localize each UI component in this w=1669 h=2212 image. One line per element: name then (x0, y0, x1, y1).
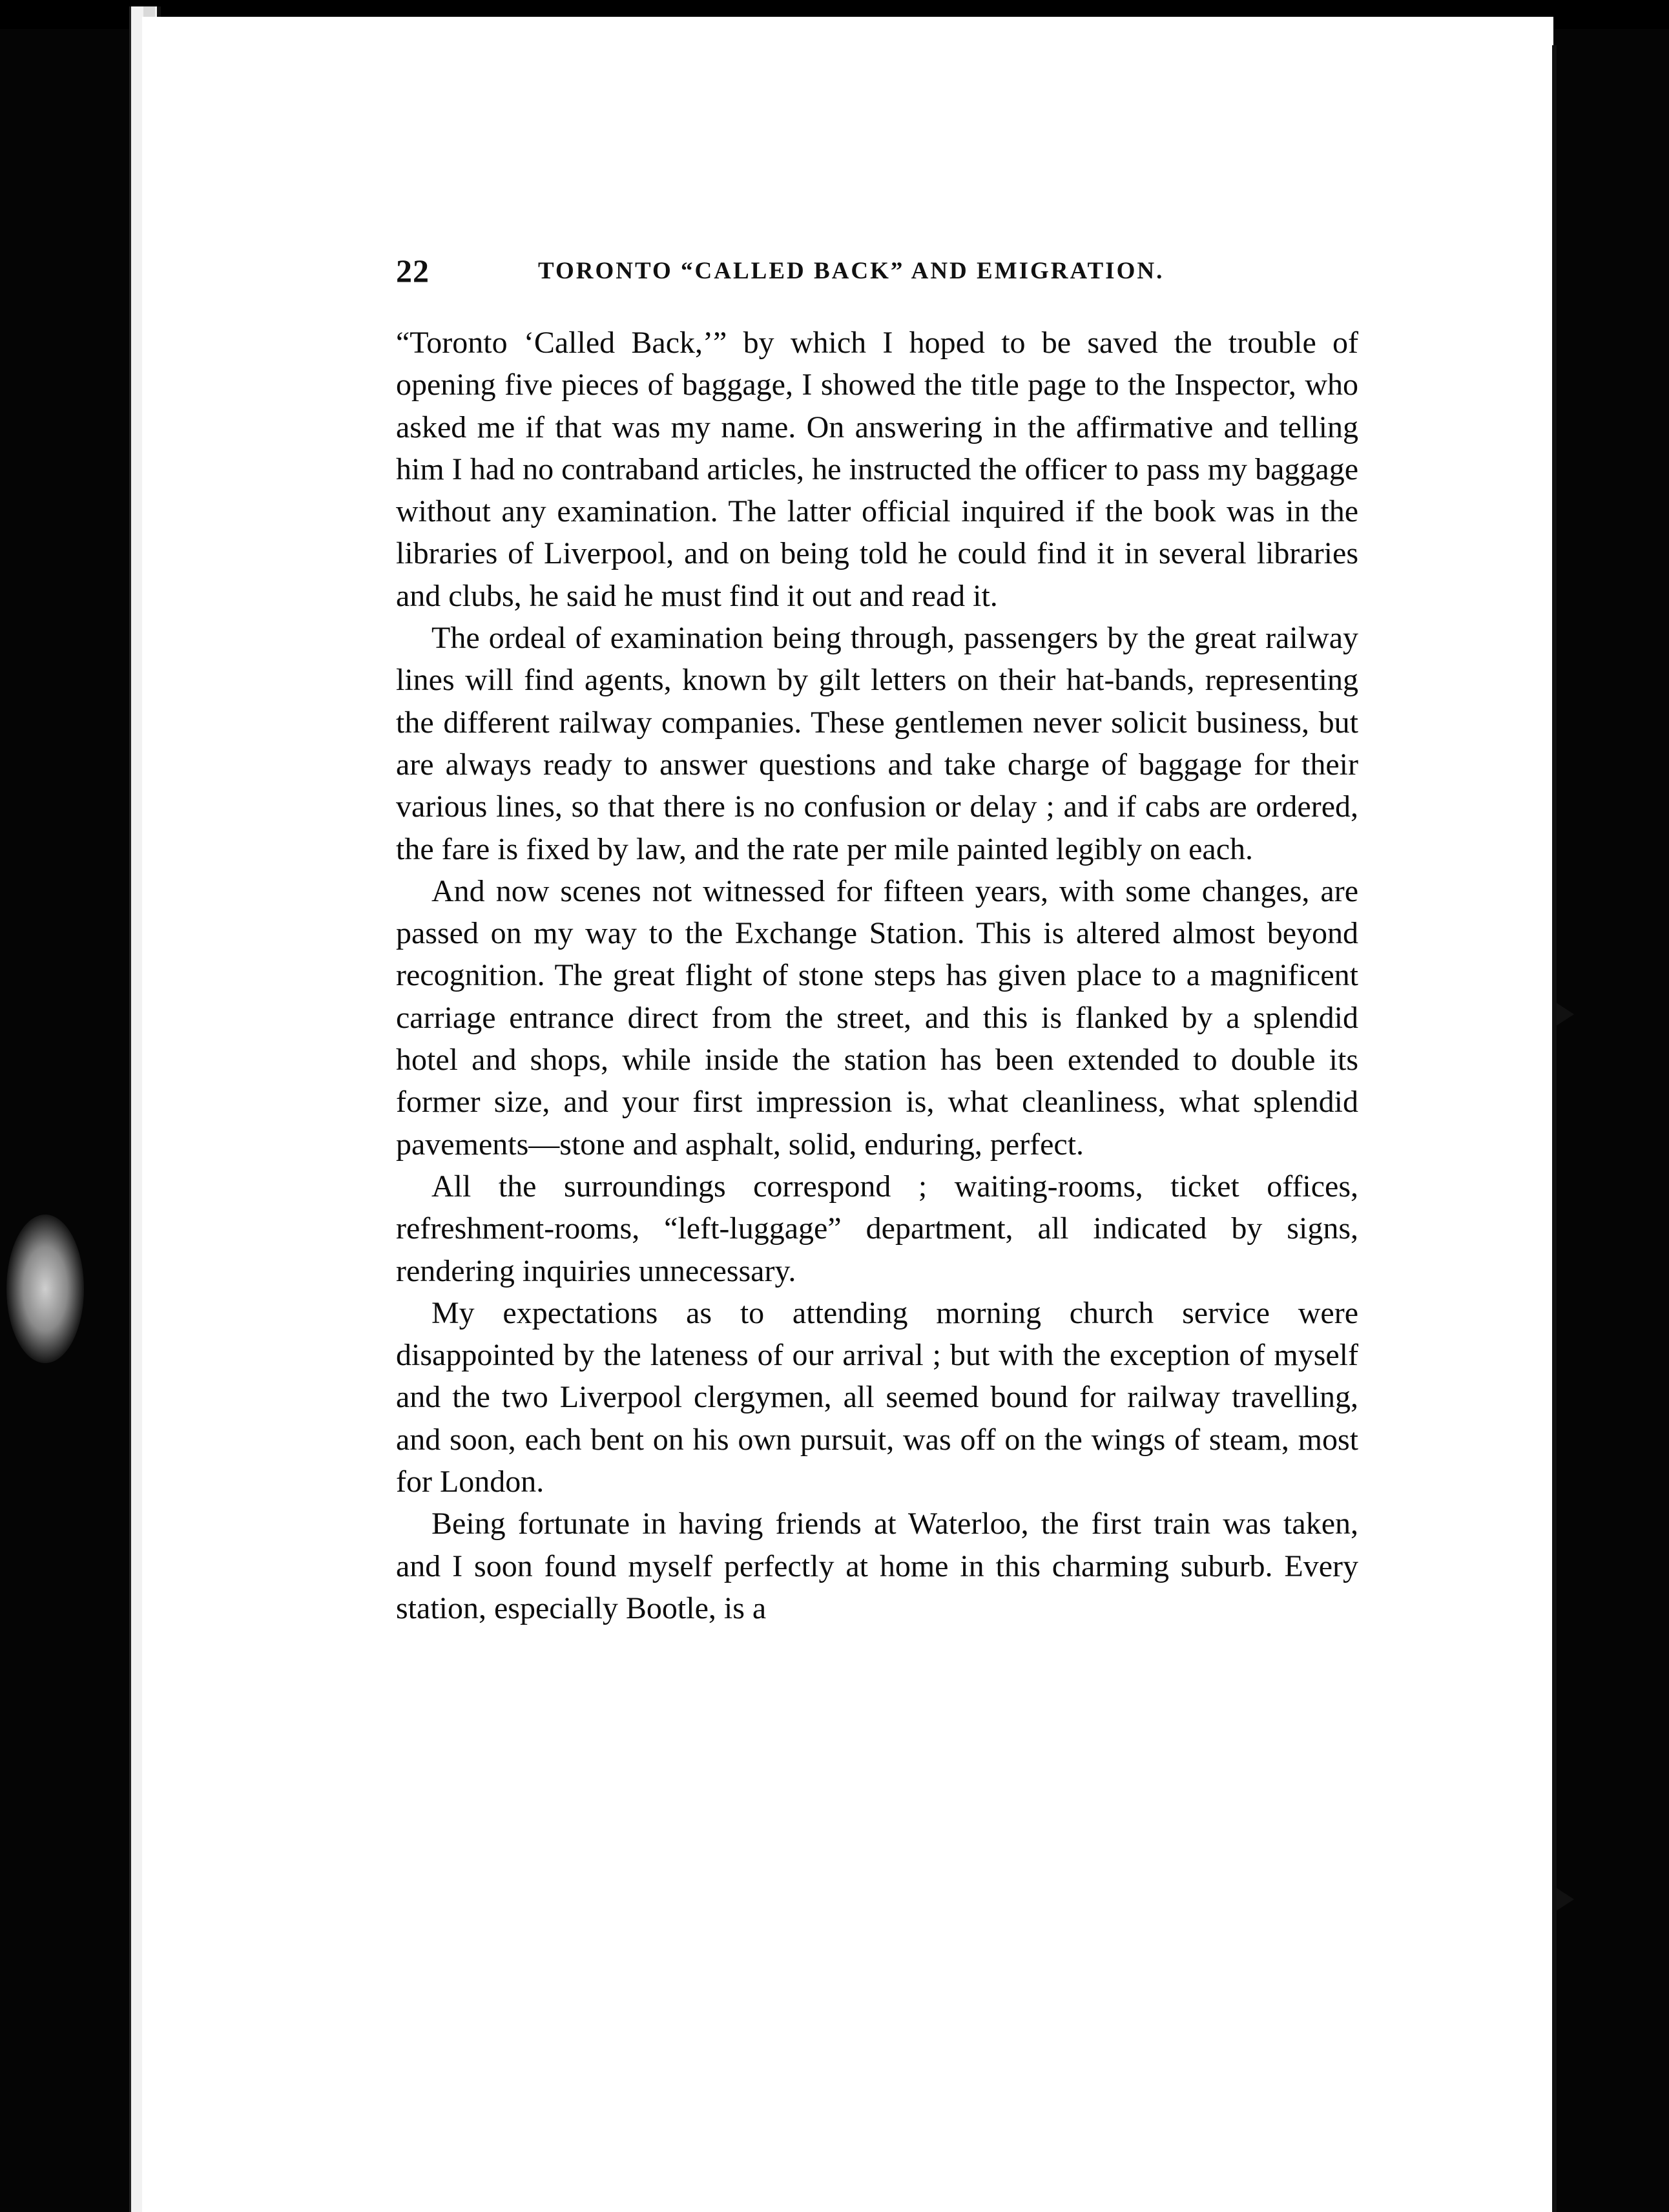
paragraph: “Toronto ‘Called Back,’” by which I hoped to be saved the trouble of opening five pieces of baggage, I showed the title page to the Inspector, who asked me if that was my name. On answering in the affirmative and telling him I had no contraband articles, he instructed the officer to pass my baggage without any examination. The latter official inquired if the book was in the libraries of Liverpool, and on being told he could find it in several libraries and clubs, he said he must find it out and read it. (396, 326, 1358, 613)
page-number: 22 (396, 253, 430, 289)
paragraph: My expectations as to attending morning church service were disappointed by the lateness of our arrival ; but with the exception of myself and the two Liverpool clergymen, all seemed bound for railway travelling, and soon, each bent on his own pursuit, was off on the wings of steam, most for London. (396, 1295, 1358, 1499)
body-text (396, 322, 1358, 1629)
page-header (396, 252, 1219, 297)
paragraph: The ordeal of examination being through, passengers by the great railway lines will find agents, known by gilt letters on their hat-bands, representing the different railway companies. These gentlemen never solicit business, but are always ready to answer questions and take charge of baggage for their various lines, so that there is no confusion or delay ; and if cabs are ordered, the fare is fixed by law, and the rate per mile painted legibly on each. (396, 621, 1358, 866)
book-page (142, 17, 1553, 2212)
fold-notch (1552, 1885, 1574, 1914)
fold-notch (1552, 1000, 1574, 1028)
paragraph: Being fortunate in having friends at Waterloo, the first train was taken, and I soon found myself perfectly at home in this charming suburb. Every station, especially Bootle, is a (396, 1507, 1358, 1625)
scan-stain (6, 1215, 84, 1363)
running-head: TORONTO “CALLED BACK” AND EMIGRATION. (538, 258, 1165, 284)
paragraph: And now scenes not witnessed for fifteen years, with some changes, are passed on my way to the Exchange Station. This is altered almost beyond recognition. The great flight of stone steps has given place to a magnificent carriage entrance direct from the street, and this is flanked by a splendid hotel and shops, while inside the station has been extended to double its former size, and your first impression is, what cleanliness, what splendid pavements—stone and asphalt, solid, enduring, perfect. (396, 873, 1358, 1162)
paragraph: All the surroundings correspond ; waiting-rooms, ticket offices, refreshment-rooms, “left-luggage” department, all indicated by signs, rendering inquiries unnecessary. (396, 1169, 1358, 1288)
